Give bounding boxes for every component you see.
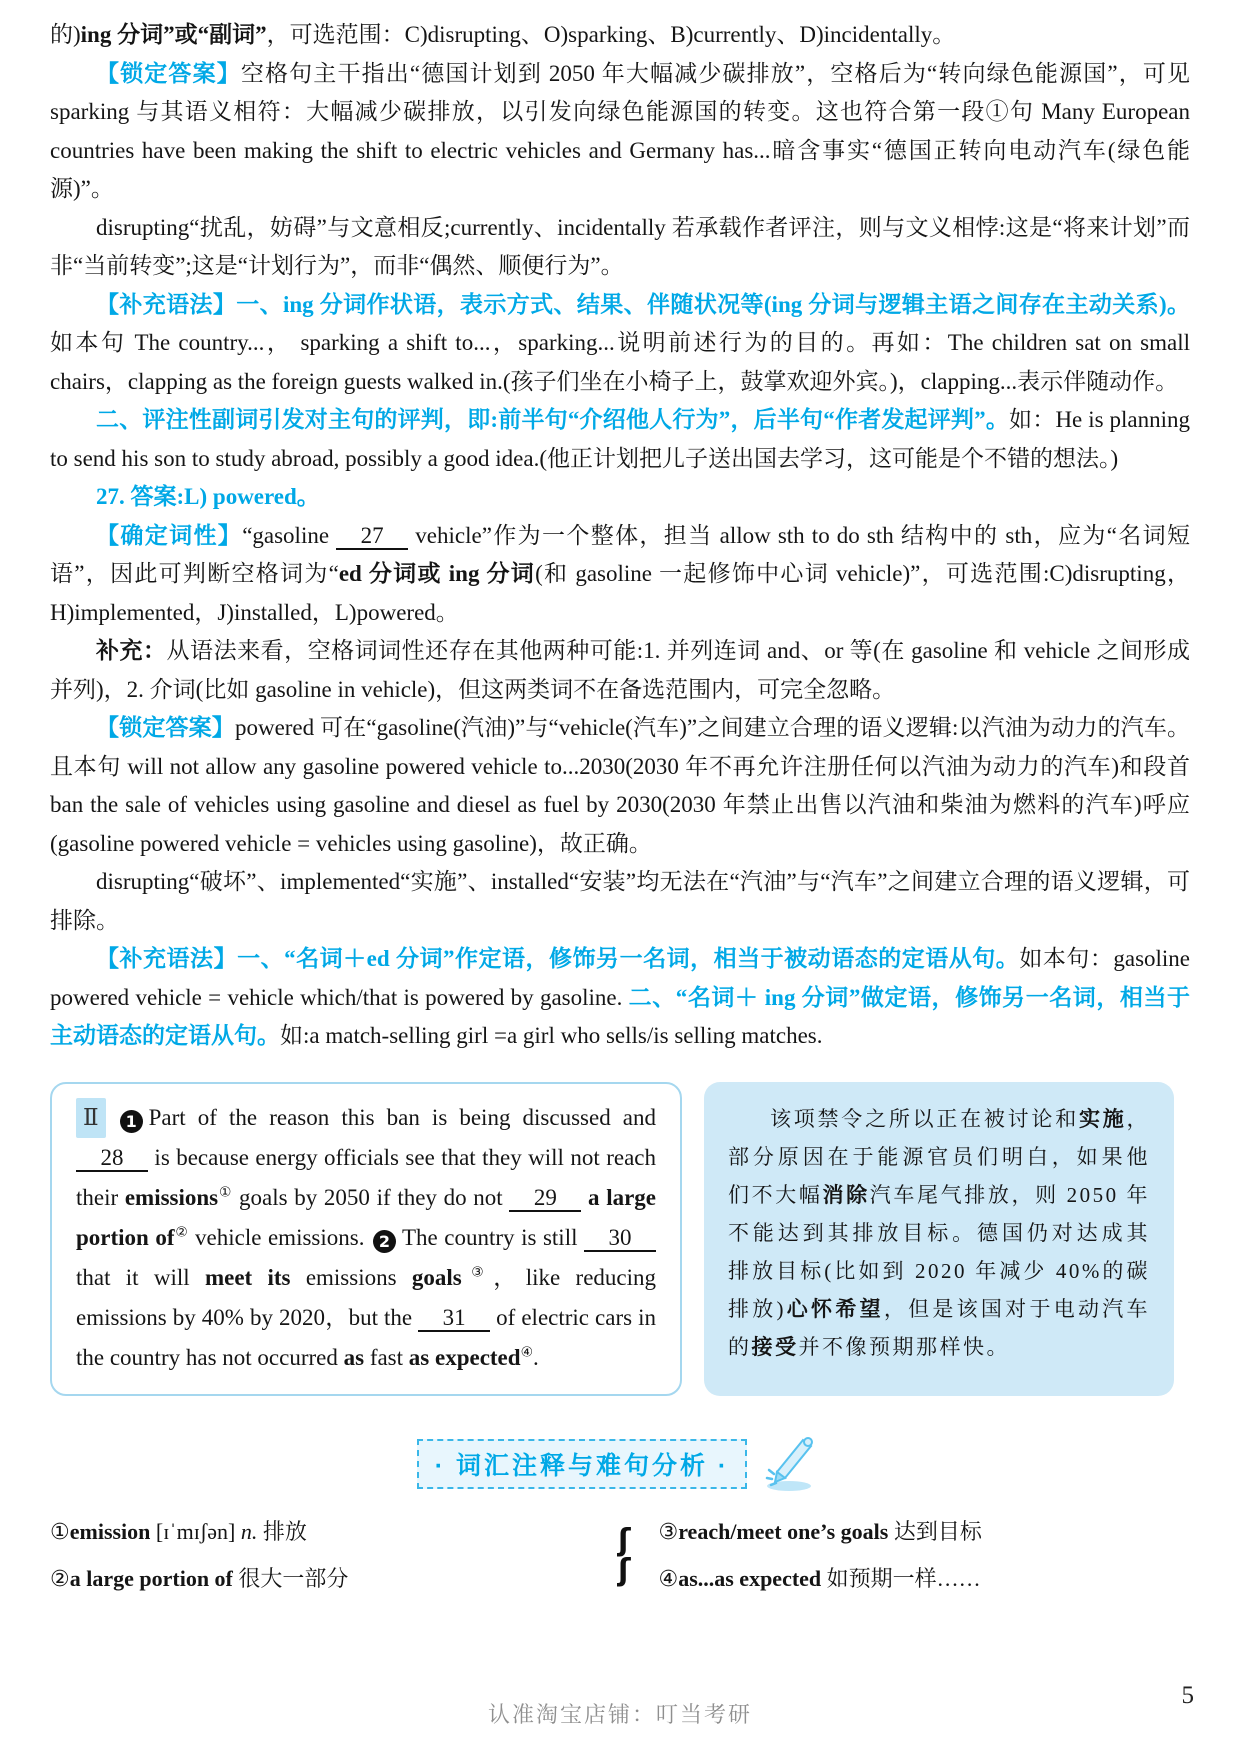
text-segment: 一、“名词＋ed 分词”作定语，修饰另一名词，相当于被动语态的定语从句。 <box>237 946 1020 971</box>
text-segment: 如:a match-selling girl =a girl who sells/is selling matches. <box>280 1023 823 1048</box>
vocab-item <box>658 1514 1190 1551</box>
vocab-item <box>50 1561 610 1598</box>
blank-28: 28 <box>76 1146 148 1172</box>
text-segment: emissions <box>124 1184 219 1210</box>
text-segment: 【补充语法】 <box>96 946 238 971</box>
text-segment: 2 <box>373 1230 396 1253</box>
text-segment: 一、ing 分词作状语，表示方式、结果、伴随状况等(ing 分词与逻辑主语之间存在主动关系)。 <box>236 291 1191 317</box>
text-segment: emission <box>69 1518 151 1544</box>
text-segment: 空格句主干指出“德国计划到 2050 年大幅减少碳排放”，空格后为“转向绿色能源国”，可见 sparking 与其语义相符：大幅减少碳排放，以引发向绿色能源国的转变。这也符合第一段①句 Many European countries have been making the shift to electric vehicles and Germany has...暗含事实“德国正转向电动汽车(绿色能源)”。 <box>50 60 1190 201</box>
text-segment: that it will <box>76 1264 205 1290</box>
text-segment: ，可选范围：C)disrupting、O)sparking、B)currently、D)incidentally。 <box>266 22 956 47</box>
vocab-section-header-row <box>0 1432 1240 1496</box>
chinese-translation-text <box>728 1100 1150 1366</box>
text-segment: 如：He is planning to send his son to study abroad, possibly a good idea.(他正计划把儿子送出国去学习，这可能是个不错的想法。) <box>50 407 1190 471</box>
text-segment: 消除 <box>822 1182 870 1207</box>
text-segment: ③ <box>461 1263 494 1280</box>
text-segment: . <box>532 1344 539 1370</box>
text-segment: Part of the reason this ban is being discussed and <box>148 1104 656 1130</box>
text-segment: ② <box>174 1223 189 1240</box>
paragraph <box>50 209 1190 286</box>
text-segment: “gasoline <box>242 522 337 548</box>
english-passage-box <box>50 1082 682 1396</box>
text-segment: 很大一部分 <box>232 1565 349 1591</box>
text-segment: as...as expected <box>678 1565 822 1591</box>
text-segment: reach/meet one’s goals <box>678 1518 889 1544</box>
text-segment: 达到目标 <box>888 1518 982 1544</box>
text-segment: emissions <box>290 1264 412 1290</box>
page-number: 5 <box>1181 1682 1194 1709</box>
paragraph <box>50 55 1190 209</box>
blank-31: 31 <box>418 1306 490 1332</box>
text-segment: a large portion of <box>69 1565 233 1591</box>
paragraph <box>50 863 1190 940</box>
text-segment: ④ <box>658 1566 679 1592</box>
text-segment: 并不像预期那样快。 <box>798 1334 1010 1359</box>
text-segment: (和 gasoline 一起修饰中心词 vehicle)”，可选范围:C)disrupting，H)implemented，J)installed，L)powered。 <box>50 561 1190 625</box>
text-segment: a large portion of <box>76 1184 656 1250</box>
text-segment: 如预期一样…… <box>821 1565 981 1591</box>
vocab-column-right <box>658 1514 1190 1598</box>
text-segment: 从语法来看，空格词词性还存在其他两种可能:1. 并列连词 and、or 等(在 gasoline 和 vehicle 之间形成并列)，2. 介词(比如 gasoline in vehicle)，但这两类词不在备选范围内，可完全忽略。 <box>50 638 1190 702</box>
text-segment: as expected <box>408 1344 521 1370</box>
blank-27: 27 <box>336 524 408 550</box>
vocab-list <box>0 1514 1240 1598</box>
text-segment: ① <box>218 1183 233 1200</box>
main-paragraphs <box>50 16 1190 1056</box>
text-segment: The country is still <box>402 1224 585 1250</box>
text-segment: ，但是该国对于电动汽车的 <box>728 1296 1151 1359</box>
text-segment: ing 分词”或“副词” <box>80 22 267 47</box>
text-segment: ① <box>50 1519 70 1545</box>
text-segment: 的) <box>50 22 81 47</box>
text-segment: 实施 <box>1078 1106 1127 1131</box>
chinese-translation-box <box>704 1082 1174 1396</box>
text-segment: 二、评注性副词引发对主句的评判，即:前半句“介绍他人行为”，后半句“作者发起评判”。 <box>96 407 1010 432</box>
text-segment: 接受 <box>751 1334 799 1359</box>
paragraph <box>50 632 1190 709</box>
english-passage-text <box>76 1098 656 1378</box>
paragraph <box>50 286 1190 402</box>
text-segment: disrupting“扰乱，妨碍”与文意相反;currently、incidentally 若承载作者评注，则与文义相悖:这是“将来计划”而非“当前转变”;这是“计划行为”，而非“偶然、顺便行为”。 <box>50 214 1190 278</box>
text-segment: 1 <box>120 1110 143 1133</box>
text-segment: 27. 答案:L) powered。 <box>96 484 320 509</box>
text-segment: 该项禁令之所以正在被讨论和 <box>770 1106 1079 1131</box>
text-segment: 排放 <box>257 1518 307 1544</box>
text-segment: meet its <box>204 1264 291 1290</box>
text-segment: ④ <box>520 1343 533 1360</box>
text-segment: 二、“名词＋ ing 分词”做定语，修饰另一名词，相当于主动语态的定语从句。 <box>50 984 1191 1048</box>
text-segment: fast <box>364 1344 409 1370</box>
text-segment: ，部分原因在于能源官员们明白，如果他们不大幅 <box>728 1106 1151 1207</box>
text-segment: vehicle”作为一个整体，担当 allow sth to do sth 结构中的 sth，应为“名词短语”，因此可判断空格词为“ <box>50 522 1191 586</box>
text-segment: goals by 2050 if they do not <box>232 1184 510 1210</box>
text-segment: 【锁定答案】 <box>96 60 241 86</box>
paragraph <box>50 16 1190 55</box>
text-segment <box>581 1185 588 1210</box>
text-segment: 【补充语法】 <box>96 291 237 317</box>
vocab-item <box>50 1514 610 1551</box>
text-segment: disrupting“破坏”、implemented“实施”、installed“安装”均无法在“汽油”与“汽车”之间建立合理的语义逻辑，可排除。 <box>50 869 1190 933</box>
pen-icon <box>759 1432 823 1496</box>
text-segment: of electric cars in the country has not occurred <box>76 1304 656 1370</box>
text-segment: Ⅱ <box>76 1098 106 1138</box>
squiggle-divider-icon: ʃ ʃ <box>618 1522 631 1588</box>
passage-and-translation-row <box>0 1082 1240 1396</box>
paragraph <box>50 478 1190 517</box>
blank-29: 29 <box>509 1186 581 1212</box>
text-segment: ③ <box>658 1519 679 1545</box>
vocab-column-left <box>50 1514 610 1598</box>
text-segment: 如本句 The country...， sparking a shift to...，sparking...说明前述行为的目的。再如：The children sat on small chairs，clapping as the foreign guests walked in.(孩子们坐在小椅子上，鼓掌欢迎外宾。)，clapping...表示伴随动作。 <box>50 330 1190 394</box>
text-segment: ② <box>50 1566 70 1592</box>
text-segment: vehicle emissions. <box>188 1224 371 1250</box>
vocab-section-title: · 词汇注释与难句分析 · <box>417 1439 748 1489</box>
text-segment: n. <box>240 1518 258 1544</box>
text-segment: 补充： <box>96 638 167 663</box>
text-segment: [ɪˈmɪʃən] <box>150 1518 241 1544</box>
text-segment: 如本句：gasoline powered vehicle = vehicle which/that is powered by gasoline. <box>50 946 1191 1010</box>
footer-shop-note: 认准淘宝店铺：叮当考研 <box>487 1702 752 1727</box>
paragraph <box>50 517 1190 633</box>
vocab-item <box>658 1561 1190 1598</box>
text-segment: 心怀希望 <box>786 1296 884 1321</box>
text-segment: goals <box>411 1264 462 1290</box>
text-segment: 【确定词性】 <box>96 522 243 548</box>
text-segment: powered 可在“gasoline(汽油)”与“vehicle(汽车)”之间建立合理的语义逻辑:以汽油为动力的汽车。且本句 will not allow any gasoline powered vehicle to...2030(2030 年不再允许注册任何以汽油为动力的汽车)和段首 ban the sale of vehicles using gasoline and diesel as fuel by 2030(2030 年禁止出售以汽油和柴油为燃料的汽车)呼应(gasoline powered vehicle = vehicles using gasoline)，故正确。 <box>50 715 1190 856</box>
paragraph <box>50 709 1190 863</box>
text-segment: ，like reducing emissions by 40% by 2020，but the <box>76 1264 656 1330</box>
paragraph <box>50 401 1190 478</box>
text-segment: is because energy officials see that they will not reach their <box>76 1144 656 1210</box>
text-segment: ed 分词或 ing 分词 <box>338 561 536 586</box>
blank-30: 30 <box>584 1226 656 1252</box>
paragraph <box>50 940 1190 1056</box>
text-segment: 【锁定答案】 <box>96 715 235 740</box>
text-segment: 汽车尾气排放，则 2050 年不能达到其排放目标。德国仍对达成其排放目标(比如到 2020 年减少 40%的碳排放) <box>728 1182 1150 1321</box>
text-segment: as <box>343 1344 365 1370</box>
